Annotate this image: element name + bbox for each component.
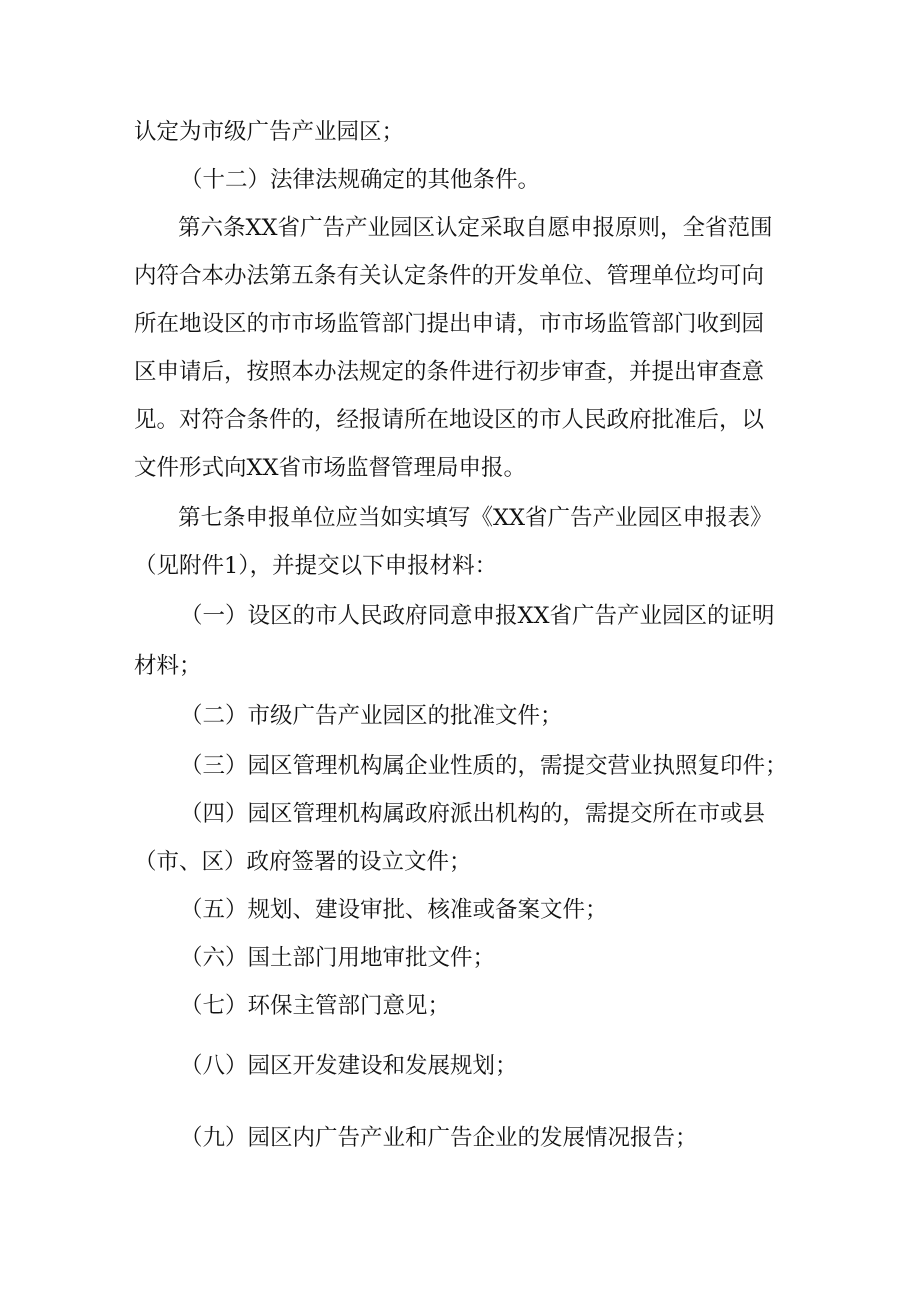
- text-line: 见。对符合条件的，经报请所在地设区的市人民政府批准后，以: [134, 407, 765, 433]
- text-line: 所在地设区的市市场监管部门提出申请，市市场监管部门收到园: [134, 311, 765, 337]
- text-line: （见附件1），并提交以下申报材料：: [134, 553, 498, 579]
- text-line: （七）环保主管部门意见；: [180, 993, 451, 1019]
- text-line: 文件形式向XX省市场监督管理局申报。: [134, 455, 527, 481]
- text-line: 材料；: [134, 653, 202, 679]
- text-line: 区申请后，按照本办法规定的条件进行初步审查，并提出审查意: [134, 359, 765, 385]
- text-line: （九）园区内广告产业和广告企业的发展情况报告；: [180, 1125, 698, 1151]
- text-line: （五）规划、建设审批、核准或备案文件；: [180, 897, 608, 923]
- text-line: 第六条XX省广告产业园区认定采取自愿申报原则，全省范围: [178, 215, 773, 241]
- text-line: （一）设区的市人民政府同意申报XX省广告产业园区的证明: [180, 603, 775, 629]
- text-line: （市、区）政府签署的设立文件；: [134, 849, 472, 875]
- text-line: （三）园区管理机构属企业性质的，需提交营业执照复印件；: [180, 753, 788, 779]
- text-line: 内符合本办法第五条有关认定条件的开发单位、管理单位均可向: [134, 263, 765, 289]
- text-line: （四）园区管理机构属政府派出机构的，需提交所在市或县: [180, 801, 766, 827]
- text-line: 第七条申报单位应当如实填写《XX省广告产业园区申报表》: [178, 505, 773, 531]
- text-line: （十二）法律法规确定的其他条件。: [180, 167, 541, 193]
- text-line: 认定为市级广告产业园区；: [134, 119, 405, 145]
- text-line: （二）市级广告产业园区的批准文件；: [180, 703, 563, 729]
- text-line: （八）园区开发建设和发展规划；: [180, 1053, 518, 1079]
- text-line: （六）国土部门用地审批文件；: [180, 945, 496, 971]
